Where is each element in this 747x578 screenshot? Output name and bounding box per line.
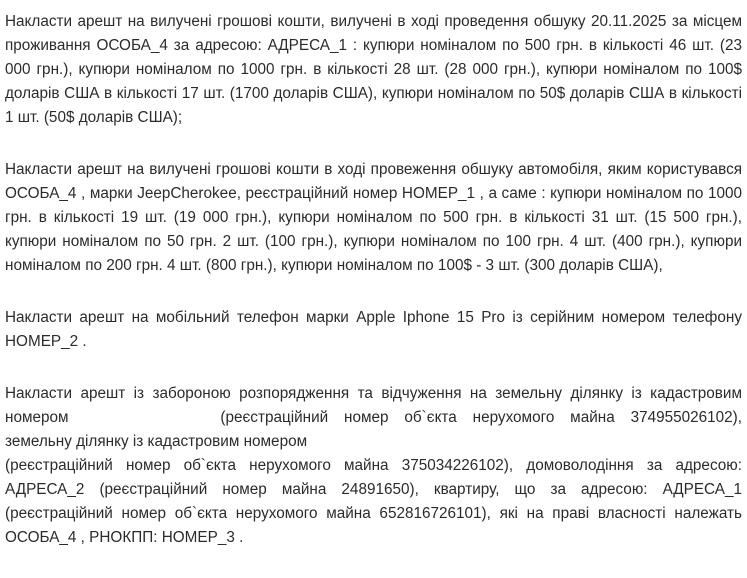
paragraph-cash-seizure-residence: Накласти арешт на вилучені грошові кошти, вилучені в ході проведення обшуку 20.11.2025 за місцем проживання ОСОБА_4 за адресою: АДРЕСА_1 : купюри номіналом по 500 грн. в кількості 46 шт. (23 000 грн.), купюри номіналом по 1000 грн. в кількості 28 шт. (28 000 грн.), купюри номіналом по 100$ доларів США в кількості 17 шт. (1700 доларів США), купюри номіналом по 50$ доларів США в кількості 1 шт. (50$ доларів США); [5,13,742,126]
property-text-part-1: Накласти арешт із забороною розпорядження та відчуження на земельну ділянку із кадастровим номером [5,385,742,426]
paragraph-cash-seizure-vehicle: Накласти арешт на вилучені грошові кошти в ході провеження обшуку автомобіля, яким користувався ОСОБА_4 , марки JeepCherokee, реєстраційний номер НОМЕР_1 , а саме : купюри номіналом по 1000 грн. в кількості 19 шт. (19 000 грн.), купюри номіналом по 500 грн. в кількості 31 шт. (15 500 грн.), купюри номіналом по 50 грн. 2 шт. (100 грн.), купюри номіналом по 100 грн. 4 шт. (400 грн.), купюри номіналом по 200 грн. 4 шт. (800 грн.), купюри номіналом по 100$ - 3 шт. (300 доларів США), [5,161,742,274]
paragraph-property-seizure [5,382,742,550]
property-text-part-3: (реєстраційний номер об`єкта нерухомого майна 375034226102), домоволодіння за адресою: АДРЕСА_2 (реєстраційний номер майна 24891650), квартиру, що за адресою: АДРЕСА_1 (реєстраційний номер об`єкта нерухомого майна 652816726101), які на праві власності належать ОСОБА_4 , РНОКПП: НОМЕР_3 . [5,457,742,546]
paragraph-phone-seizure: Накласти арешт на мобільний телефон марки Apple Iphone 15 Pro із серійним номером телефону НОМЕР_2 . [5,309,742,350]
property-text-part-2: (реєстраційний номер об`єкта нерухомого майна 374955026102), земельну ділянку із кадастровим номером [5,409,742,450]
